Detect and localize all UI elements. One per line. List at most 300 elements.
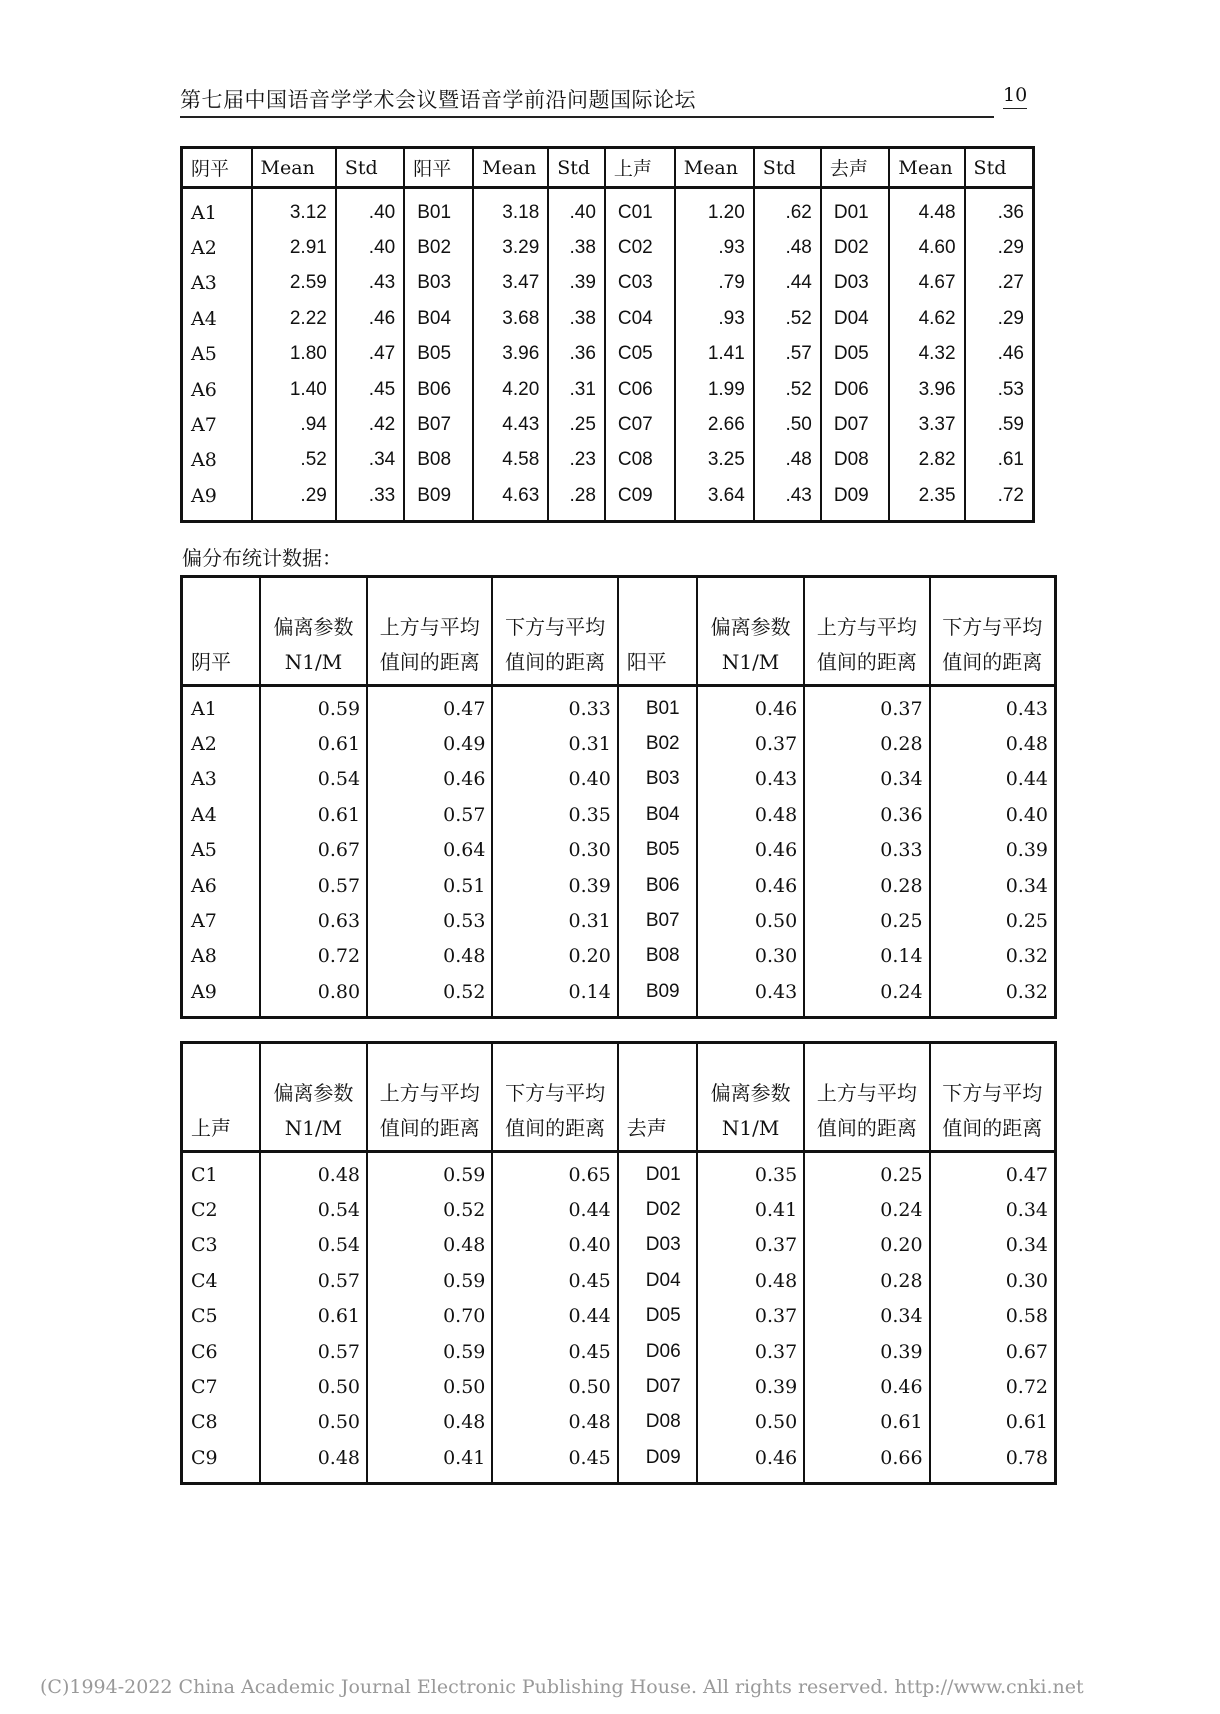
table-cell: .43 — [336, 266, 404, 301]
table-cell: 0.48 — [260, 1440, 367, 1483]
table-row — [182, 1369, 1056, 1404]
table-row — [182, 301, 1034, 336]
table-cell: 0.37 — [697, 1228, 804, 1263]
table-cell: .42 — [336, 407, 404, 442]
row-label: D08 — [618, 1405, 697, 1440]
table-cell: 0.54 — [260, 1192, 367, 1227]
table-cell: 0.20 — [492, 939, 617, 974]
table-cell: 0.33 — [804, 833, 929, 868]
table-cell: .33 — [336, 478, 404, 521]
table-cell: 0.61 — [804, 1405, 929, 1440]
table-header-row — [182, 148, 1034, 188]
row-label: A3 — [182, 762, 260, 797]
table-cell: .29 — [997, 307, 1024, 329]
table-cell: 0.51 — [367, 868, 492, 903]
row-label: D09 — [618, 1440, 697, 1483]
row-label: C9 — [182, 1440, 260, 1483]
table-cell: 0.46 — [367, 762, 492, 797]
table-row — [182, 762, 1056, 797]
header-line: 下方与平均 — [505, 1081, 606, 1105]
row-label: C4 — [182, 1263, 260, 1298]
table-cell: 0.28 — [804, 1263, 929, 1298]
table-cell: .28 — [548, 478, 605, 521]
table-cell: 0.46 — [697, 868, 804, 903]
table-cell: 3.96 — [473, 337, 548, 372]
table-cell: 0.78 — [1005, 1446, 1048, 1469]
table-header-row — [182, 577, 1056, 686]
table-cell: 3.37 — [889, 407, 964, 442]
table-cell: 0.59 — [260, 686, 367, 727]
table-cell: 0.24 — [804, 974, 929, 1017]
table-cell: 3.68 — [473, 301, 548, 336]
table-row — [182, 337, 1034, 372]
table-cell: 0.41 — [697, 1192, 804, 1227]
table-cell: 0.48 — [367, 939, 492, 974]
table-cell: .93 — [675, 230, 754, 265]
table-cell: .44 — [754, 266, 821, 301]
table-cell: 0.45 — [492, 1334, 617, 1369]
row-label: A4 — [182, 301, 252, 336]
column-header — [618, 577, 697, 686]
row-label: D04 — [821, 301, 890, 336]
column-header — [182, 577, 260, 686]
table-cell: .27 — [997, 272, 1024, 294]
header-line: 偏离参数 — [273, 1081, 354, 1105]
table-cell: 0.46 — [697, 833, 804, 868]
table-cell: 0.20 — [804, 1228, 929, 1263]
table-row — [182, 443, 1034, 478]
table-cell: .29 — [252, 478, 336, 521]
table-cell: .57 — [754, 337, 821, 372]
table-cell: 0.47 — [1005, 1163, 1048, 1186]
table-cell: 0.39 — [804, 1334, 929, 1369]
skew-stats-caption: 偏分布统计数据： — [182, 546, 342, 570]
row-label: A4 — [182, 797, 260, 832]
table-cell: 0.61 — [1005, 1411, 1048, 1434]
row-label: C01 — [605, 188, 675, 231]
row-label: C08 — [605, 443, 675, 478]
table-cell: 0.44 — [492, 1299, 617, 1334]
table-cell: .39 — [548, 266, 605, 301]
table-cell: 0.37 — [804, 686, 929, 727]
row-label: A2 — [182, 726, 260, 761]
column-header: Std — [754, 148, 821, 188]
table-cell: 0.50 — [492, 1369, 617, 1404]
table-cell: 3.47 — [473, 266, 548, 301]
table-cell: 1.99 — [675, 372, 754, 407]
header-line: N1/M — [721, 650, 780, 674]
row-label: B08 — [618, 939, 697, 974]
table-cell: 4.60 — [889, 230, 964, 265]
header-line: 下方与平均 — [505, 615, 606, 639]
table-cell: .40 — [336, 230, 404, 265]
table-cell: 4.58 — [473, 443, 548, 478]
table-cell: .25 — [548, 407, 605, 442]
table-cell: 0.48 — [697, 797, 804, 832]
header-line: N1/M — [721, 1116, 780, 1140]
table-cell: 2.66 — [675, 407, 754, 442]
table-cell: 1.20 — [675, 188, 754, 231]
column-header: Mean — [675, 148, 754, 188]
table-cell: .62 — [754, 188, 821, 231]
row-label: D07 — [618, 1369, 697, 1404]
table-cell: 4.20 — [473, 372, 548, 407]
table-row — [182, 1228, 1056, 1263]
table-cell: 1.40 — [252, 372, 336, 407]
table-cell: 1.41 — [675, 337, 754, 372]
column-header — [260, 577, 367, 686]
table-cell: 2.22 — [252, 301, 336, 336]
header-title: 第七届中国语音学学术会议暨语音学前沿问题国际论坛 — [180, 88, 696, 112]
table-cell: 0.40 — [492, 1228, 617, 1263]
table-cell: 4.32 — [889, 337, 964, 372]
table-cell: 0.57 — [367, 797, 492, 832]
table-cell: 2.35 — [889, 478, 964, 521]
table-cell: 4.62 — [889, 301, 964, 336]
table-cell: 0.35 — [697, 1152, 804, 1193]
row-label: A8 — [182, 443, 252, 478]
table-cell: 0.24 — [804, 1192, 929, 1227]
row-label: B06 — [618, 868, 697, 903]
row-label: C05 — [605, 337, 675, 372]
table-cell: 0.52 — [367, 974, 492, 1017]
row-label: C5 — [182, 1299, 260, 1334]
mean-std-table — [180, 146, 1035, 523]
column-header: 去声 — [821, 148, 890, 188]
row-label: B05 — [404, 337, 473, 372]
table-cell: 0.45 — [492, 1440, 617, 1483]
table-cell: 0.53 — [367, 903, 492, 938]
table-cell: 0.37 — [697, 726, 804, 761]
table-cell: 0.39 — [1005, 839, 1048, 862]
table-cell: 0.48 — [697, 1263, 804, 1298]
table-cell: 3.18 — [473, 188, 548, 231]
table-cell: 4.48 — [889, 188, 964, 231]
table-cell: 0.34 — [1005, 1199, 1048, 1222]
table-row — [182, 939, 1056, 974]
header-line: 偏离参数 — [710, 615, 791, 639]
column-header — [930, 1043, 1056, 1152]
table-cell: 0.65 — [492, 1152, 617, 1193]
row-label: B03 — [618, 762, 697, 797]
table-cell: .50 — [754, 407, 821, 442]
table-cell: 0.67 — [260, 833, 367, 868]
table-cell: 0.50 — [697, 1405, 804, 1440]
column-header — [492, 577, 617, 686]
row-label: A9 — [182, 974, 260, 1017]
row-label: A5 — [182, 833, 260, 868]
row-label: C6 — [182, 1334, 260, 1369]
row-label: C04 — [605, 301, 675, 336]
row-label: A5 — [182, 337, 252, 372]
row-label: D05 — [618, 1299, 697, 1334]
table-cell: 4.43 — [473, 407, 548, 442]
table-row — [182, 266, 1034, 301]
table-cell: 0.70 — [367, 1299, 492, 1334]
column-header — [804, 1043, 929, 1152]
table-cell: 0.25 — [1005, 910, 1048, 933]
table-row — [182, 1299, 1056, 1334]
table-cell: 0.34 — [804, 1299, 929, 1334]
table-row — [182, 1334, 1056, 1369]
column-header — [492, 1043, 617, 1152]
table-cell: .47 — [336, 337, 404, 372]
table-cell: 2.82 — [889, 443, 964, 478]
row-label: D02 — [821, 230, 890, 265]
row-label: C2 — [182, 1192, 260, 1227]
header-line: 上方与平均 — [379, 1081, 480, 1105]
table-cell: .94 — [252, 407, 336, 442]
table-cell: 0.28 — [804, 868, 929, 903]
table-cell: 0.67 — [1005, 1340, 1048, 1363]
row-label: A7 — [182, 407, 252, 442]
header-line: 值间的距离 — [816, 650, 917, 674]
header-line: 值间的距离 — [942, 1116, 1043, 1140]
table-row — [182, 1263, 1056, 1298]
table-row — [182, 833, 1056, 868]
table-cell: 1.80 — [252, 337, 336, 372]
table-cell: 3.96 — [889, 372, 964, 407]
row-label: B07 — [618, 903, 697, 938]
table-cell: 0.40 — [492, 762, 617, 797]
skew-table-tone3-tone4 — [180, 1041, 1057, 1485]
table-cell: .48 — [754, 230, 821, 265]
header-line: 下方与平均 — [942, 1081, 1043, 1105]
table-cell: 0.28 — [804, 726, 929, 761]
column-header — [930, 577, 1056, 686]
table-cell: .52 — [754, 301, 821, 336]
table-cell: .59 — [997, 414, 1024, 436]
table-row — [182, 230, 1034, 265]
column-header: 阴平 — [182, 148, 252, 188]
row-label: A3 — [182, 266, 252, 301]
row-label: D08 — [821, 443, 890, 478]
table-cell: 0.37 — [697, 1299, 804, 1334]
header-line: 值间的距离 — [816, 1116, 917, 1140]
table-cell: 0.52 — [367, 1192, 492, 1227]
table-row — [182, 1440, 1056, 1483]
column-header — [367, 1043, 492, 1152]
row-label: C06 — [605, 372, 675, 407]
table-cell: 0.57 — [260, 1263, 367, 1298]
table-row — [182, 372, 1034, 407]
table-cell: 0.58 — [1005, 1305, 1048, 1328]
table-cell: .34 — [336, 443, 404, 478]
header-line: 阴平 — [191, 650, 231, 674]
table-cell: .46 — [336, 301, 404, 336]
table-cell: 0.80 — [260, 974, 367, 1017]
row-label: A7 — [182, 903, 260, 938]
table-cell: 0.61 — [260, 726, 367, 761]
table-cell: 0.39 — [697, 1369, 804, 1404]
table-cell: 0.25 — [804, 1152, 929, 1193]
column-header — [697, 577, 804, 686]
header-line: 值间的距离 — [379, 1116, 480, 1140]
table-cell: .48 — [754, 443, 821, 478]
table-cell: 3.25 — [675, 443, 754, 478]
page-number: 10 — [1003, 84, 1027, 109]
table-cell: 0.34 — [1005, 874, 1048, 897]
table-cell: 4.63 — [473, 478, 548, 521]
row-label: B01 — [618, 686, 697, 727]
row-label: C03 — [605, 266, 675, 301]
row-label: D03 — [821, 266, 890, 301]
table-cell: 0.36 — [804, 797, 929, 832]
column-header — [367, 577, 492, 686]
row-label: B03 — [404, 266, 473, 301]
row-label: B05 — [618, 833, 697, 868]
table-cell: 0.31 — [492, 726, 617, 761]
header-line: 去声 — [626, 1116, 667, 1140]
header-line: N1/M — [284, 650, 343, 674]
header-line: 值间的距离 — [379, 650, 480, 674]
table-cell: 0.46 — [697, 686, 804, 727]
column-header — [182, 1043, 260, 1152]
table-cell: .53 — [997, 378, 1024, 400]
table-cell: 0.47 — [367, 686, 492, 727]
copyright-footer: (C)1994-2022 China Academic Journal Electronic Publishing House. All rights reserved. http://www.cnki.net — [40, 1676, 1084, 1698]
table-cell: 0.34 — [804, 762, 929, 797]
header-line: 值间的距离 — [505, 1116, 606, 1140]
table-cell: 0.30 — [697, 939, 804, 974]
row-label: D02 — [618, 1192, 697, 1227]
table-row — [182, 407, 1034, 442]
table-cell: .40 — [336, 188, 404, 231]
table-cell: .46 — [997, 343, 1024, 365]
table-cell: 0.44 — [1005, 768, 1048, 791]
row-label: D07 — [821, 407, 890, 442]
table-cell: 0.37 — [697, 1334, 804, 1369]
row-label: A1 — [182, 188, 252, 231]
table-cell: 0.50 — [260, 1405, 367, 1440]
row-label: B01 — [404, 188, 473, 231]
column-header: 阳平 — [404, 148, 473, 188]
table-cell: 0.54 — [260, 762, 367, 797]
table-cell: .38 — [548, 301, 605, 336]
column-header — [618, 1043, 697, 1152]
row-label: D06 — [618, 1334, 697, 1369]
table-cell: 0.43 — [697, 762, 804, 797]
table-cell: 0.33 — [492, 686, 617, 727]
table-cell: 0.54 — [260, 1228, 367, 1263]
header-line: 阳平 — [626, 650, 667, 674]
table-cell: 0.57 — [260, 1334, 367, 1369]
table-row — [182, 903, 1056, 938]
row-label: B04 — [618, 797, 697, 832]
column-header — [260, 1043, 367, 1152]
table-cell: 0.41 — [367, 1440, 492, 1483]
row-label: A6 — [182, 868, 260, 903]
table-cell: .43 — [754, 478, 821, 521]
table-cell: .79 — [675, 266, 754, 301]
header-line: 偏离参数 — [273, 615, 354, 639]
header-line: 上声 — [191, 1116, 231, 1140]
row-label: C8 — [182, 1405, 260, 1440]
row-label: B02 — [404, 230, 473, 265]
row-label: D05 — [821, 337, 890, 372]
table-cell: 0.46 — [804, 1369, 929, 1404]
row-label: A8 — [182, 939, 260, 974]
table-cell: 0.14 — [804, 939, 929, 974]
row-label: C02 — [605, 230, 675, 265]
table-cell: 0.32 — [1005, 945, 1048, 968]
table-cell: 0.61 — [260, 1299, 367, 1334]
row-label: D01 — [821, 188, 890, 231]
table-cell: 0.61 — [260, 797, 367, 832]
column-header: Std — [548, 148, 605, 188]
table-cell: 0.48 — [260, 1152, 367, 1193]
table-cell: 0.50 — [260, 1369, 367, 1404]
table-cell: 3.64 — [675, 478, 754, 521]
table-cell: 0.34 — [1005, 1234, 1048, 1257]
skew-table-tone1-tone2 — [180, 575, 1057, 1019]
table-row — [182, 686, 1056, 727]
header-line: 值间的距离 — [505, 650, 606, 674]
table-cell: .52 — [252, 443, 336, 478]
header-line: N1/M — [284, 1116, 343, 1140]
table-cell: 0.63 — [260, 903, 367, 938]
table-cell: .38 — [548, 230, 605, 265]
table-cell: .45 — [336, 372, 404, 407]
table-cell: .72 — [997, 484, 1024, 506]
table-cell: 0.48 — [367, 1405, 492, 1440]
table-cell: .52 — [754, 372, 821, 407]
table-cell: 0.43 — [697, 974, 804, 1017]
table-row — [182, 1152, 1056, 1193]
table-cell: 0.48 — [492, 1405, 617, 1440]
table-cell: 0.44 — [492, 1192, 617, 1227]
column-header: Mean — [473, 148, 548, 188]
table-cell: 2.59 — [252, 266, 336, 301]
table-cell: 0.50 — [367, 1369, 492, 1404]
table-cell: 0.49 — [367, 726, 492, 761]
row-label: B06 — [404, 372, 473, 407]
header-line: 上方与平均 — [379, 615, 480, 639]
table-cell: .61 — [997, 449, 1024, 471]
table-cell: .36 — [997, 201, 1024, 223]
row-label: B09 — [404, 478, 473, 521]
row-label: B07 — [404, 407, 473, 442]
row-label: A1 — [182, 686, 260, 727]
table-cell: 0.72 — [1005, 1376, 1048, 1399]
table-row — [182, 1405, 1056, 1440]
table-row — [182, 1192, 1056, 1227]
table-cell: 0.39 — [492, 868, 617, 903]
header-line: 下方与平均 — [942, 615, 1043, 639]
table-row — [182, 974, 1056, 1017]
row-label: D03 — [618, 1228, 697, 1263]
column-header: Std — [336, 148, 404, 188]
column-header: 上声 — [605, 148, 675, 188]
table-row — [182, 726, 1056, 761]
header-line: 上方与平均 — [816, 1081, 917, 1105]
row-label: A6 — [182, 372, 252, 407]
table-row — [182, 188, 1034, 231]
table-cell: 0.50 — [697, 903, 804, 938]
table-cell: 0.66 — [804, 1440, 929, 1483]
table-cell: 0.32 — [1005, 980, 1048, 1003]
row-label: C3 — [182, 1228, 260, 1263]
row-label: C7 — [182, 1369, 260, 1404]
column-header: Std — [965, 148, 1034, 188]
table-cell: 0.35 — [492, 797, 617, 832]
table-cell: 0.45 — [492, 1263, 617, 1298]
row-label: D01 — [618, 1152, 697, 1193]
table-cell: 3.29 — [473, 230, 548, 265]
row-label: D04 — [618, 1263, 697, 1298]
row-label: B09 — [618, 974, 697, 1017]
table-cell: 0.31 — [492, 903, 617, 938]
